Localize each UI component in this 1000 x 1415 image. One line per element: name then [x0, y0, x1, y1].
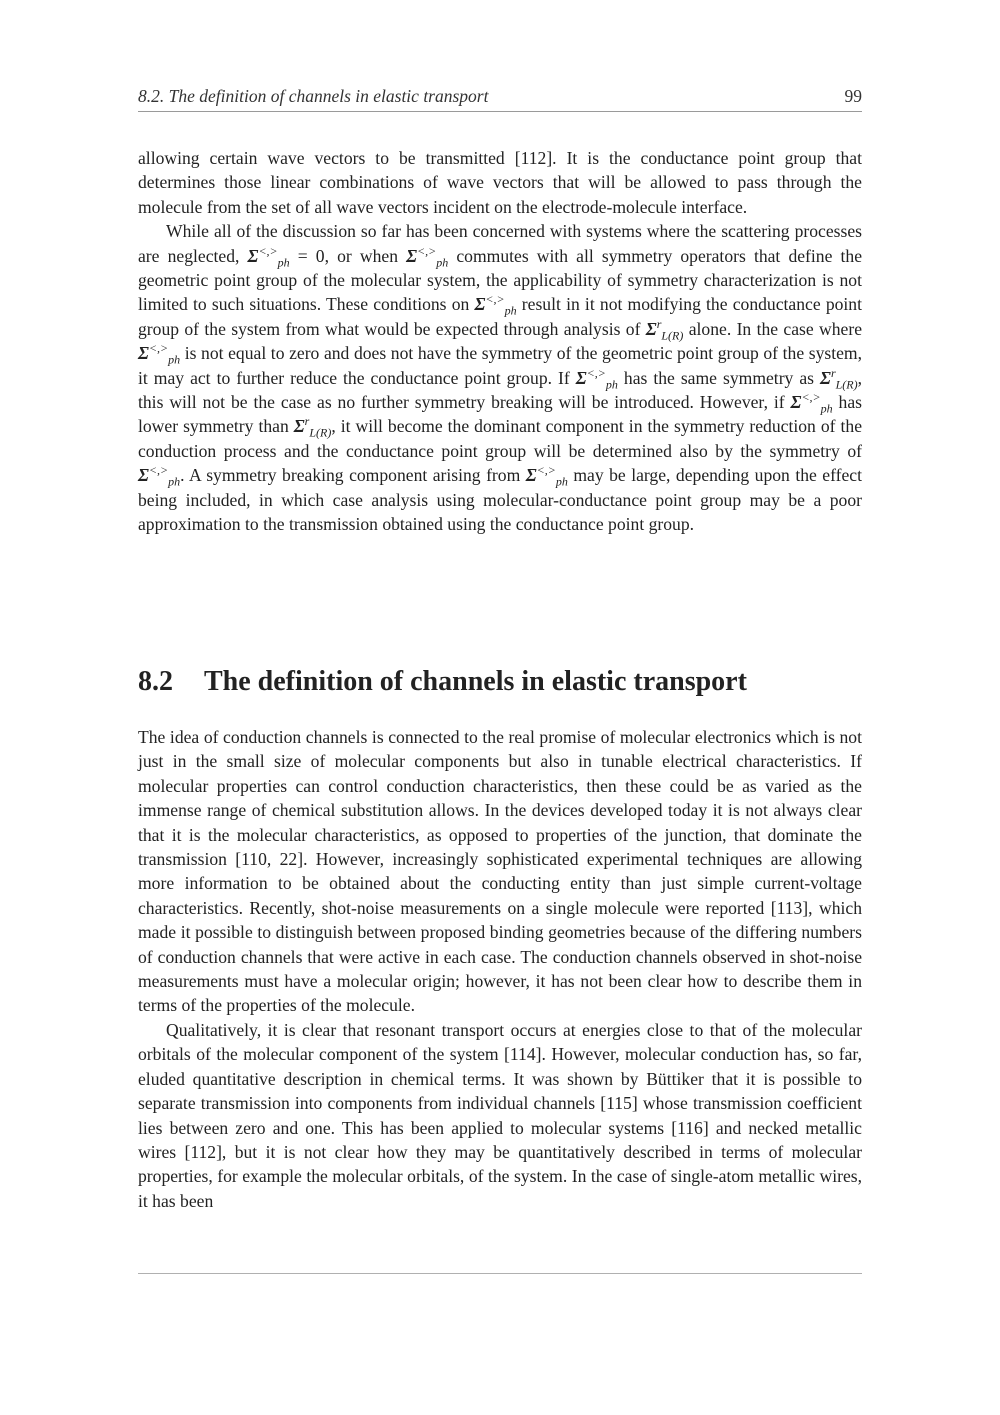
section-body — [138, 725, 862, 1213]
paragraph-symmetry-discussion — [138, 219, 862, 536]
sigma-ph-symbol: $\Sigma^{<,>}_{ph}$ — [525, 463, 568, 489]
paragraph-conduction-channels: The idea of conduction channels is connected to the real promise of molecular electronics which is not just in the small size of molecular components but also in tunable electrical characteristics. If molecular properties can control conduction characteristics, then these could be as varied as the immense range of chemical substitution allows. In the devices developed today it is not always clear that it is the molecular characteristics, as opposed to properties of the junction, that dominate the transmission [110, 22]. However, increasingly sophisticated experimental techniques are allowing more information to be obtained about the conducting entity than just simple current-voltage characteristics. Recently, shot-noise measurements on a single molecule were reported [113], which made it possible to distinguish between proposed binding geometries because of the differing numbers of conduction channels that were active in each case. The conduction channels observed in shot-noise measurements must have a molecular origin; however, it has not been clear how to describe them in terms of the properties of the molecule. — [138, 727, 862, 1016]
paragraph-resonant-transport: Qualitatively, it is clear that resonant transport occurs at energies close to that of the molecular orbitals of the molecular component of the system [114]. However, molecular conduction has, so far, eluded quantitative description in chemical terms. It was shown by Büttiker that it is possible to separate transmission into components from individual channels [115] whose transmission coefficient lies between zero and one. This has been applied to molecular systems [116] and necked metallic wires [112], but it is not clear how they may be quantitatively described in terms of molecular properties, for example the molecular orbitals, of the system. In the case of single-atom metallic wires, it has been — [138, 1019, 862, 1211]
text-fragment: may be large, depending upon the effect being included, in which case analysis using molecular-conductance point group may be a poor approximation to the transmission obtained using the conductance point group. — [138, 465, 863, 535]
page-number: 99 — [844, 86, 862, 106]
text-fragment: , this will not be the case as no further symmetry breaking will be introduced. However, if — [138, 367, 863, 413]
section-number: 8.2 — [138, 666, 173, 697]
sigma-ph-symbol: $\Sigma^{<,>}_{ph}$ — [406, 243, 449, 270]
sigma-ph-symbol: $\Sigma^{<,>}_{ph}$ — [138, 463, 181, 489]
sigma-r-lr-symbol: $\Sigma^r_{L(R)}$ — [820, 365, 858, 392]
sigma-ph-symbol: $\Sigma^{<,>}_{ph}$ — [138, 341, 181, 367]
text-fragment: result in it not modifying the conductance point group of the system from what would be expected through analysis of — [138, 294, 862, 339]
text-fragment: is not equal to zero and does not have the symmetry of the geometric point group of the system, it may act to further reduce the conductance point group. If — [138, 343, 862, 388]
running-header — [138, 86, 862, 112]
text-fragment: has the same symmetry as — [623, 367, 815, 388]
text-fragment: has lower symmetry than — [138, 392, 862, 437]
section-heading — [138, 666, 862, 698]
sigma-ph-symbol: $\Sigma^{<,>}_{ph}$ — [247, 243, 290, 270]
sigma-r-lr-symbol: $\Sigma^r_{L(R)}$ — [645, 316, 684, 343]
text-fragment: commutes with all symmetry operators that define the geometric point group of the molecular system, the applicability of symmetry characterization is not limited to such situations. These conditions on — [138, 245, 863, 315]
text-fragment: = 0, or when — [297, 245, 398, 266]
running-header-title: 8.2. The definition of channels in elastic transport — [138, 86, 489, 106]
section-title: The definition of channels in elastic transport — [204, 666, 747, 697]
text-fragment: alone. In the case where — [688, 318, 863, 339]
sigma-ph-symbol: $\Sigma^{<,>}_{ph}$ — [575, 365, 618, 392]
paragraph-continued: allowing certain wave vectors to be transmitted [112]. It is the conductance point group that determines those linear combinations of wave vectors that will be allowed to pass through the molecule from the set of all wave vectors incident on the electrode-molecule interface. — [138, 148, 862, 217]
sigma-r-lr-symbol: $\Sigma^r_{L(R)}$ — [293, 414, 332, 440]
text-fragment: While all of the discussion so far has been concerned with systems where the scattering processes are neglected, — [138, 221, 862, 266]
text-fragment: . A symmetry breaking component arising from — [180, 465, 521, 486]
continued-section-text — [138, 146, 862, 537]
footer-divider — [138, 1273, 862, 1274]
text-fragment: , it will become the dominant component in the symmetry reduction of the conduction process and the conductance point group will be determined also by the symmetry of — [138, 416, 863, 461]
sigma-ph-symbol: $\Sigma^{<,>}_{ph}$ — [790, 390, 833, 416]
sigma-ph-symbol: $\Sigma^{<,>}_{ph}$ — [474, 292, 517, 318]
